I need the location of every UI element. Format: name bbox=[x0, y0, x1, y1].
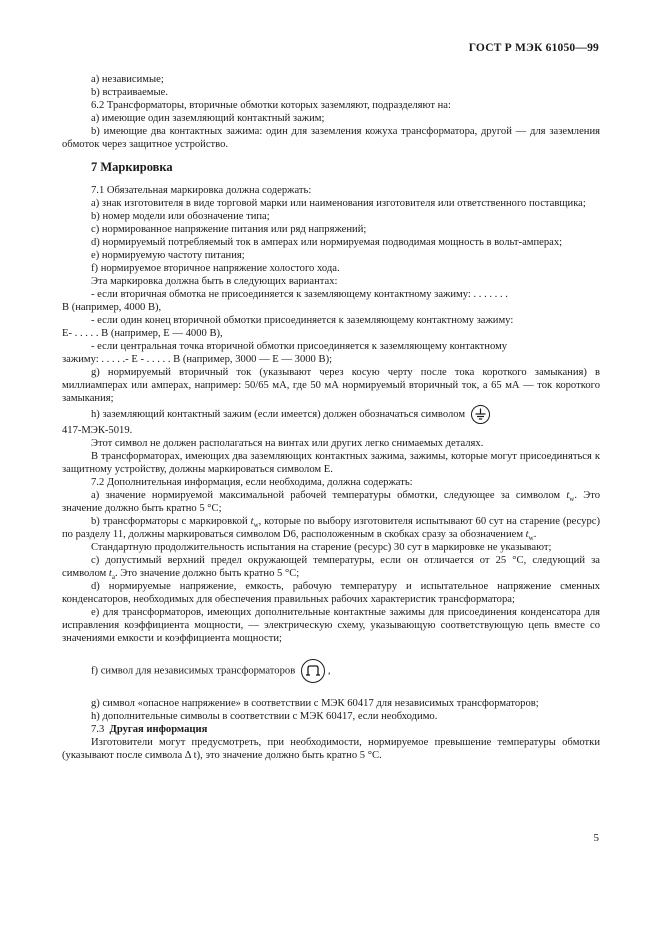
text-run: . Это значение должно быть кратно 5 °С; bbox=[114, 568, 300, 579]
symbol-t: t bbox=[566, 490, 570, 501]
symbol-t: t bbox=[250, 516, 254, 527]
list-item: b) встраиваемые. bbox=[91, 87, 168, 98]
variant-line: - если один конец вторичной обмотки присоединяется к заземляющему контактному зажиму: bbox=[91, 315, 514, 326]
paragraph: Этот символ не должен располагаться на винтах или других легко снимаемых деталях. bbox=[91, 438, 484, 449]
variant-line: - если центральная точка вторичной обмотки присоединяется к заземляющему контактному bbox=[91, 341, 508, 352]
independent-transformer-icon bbox=[301, 659, 325, 683]
paragraph: Изготовители могут предусмотреть, при необходимости, нормируемое превышение температуры обмотки (указывают после символа Δ t), это значение должно быть кратно 5 °С. bbox=[62, 737, 600, 761]
page-header: ГОСТ Р МЭК 61050—99 bbox=[468, 42, 599, 54]
list-item: b) имеющие два контактных зажима: один для заземления кожуха трансформатора, другой — для заземления обмоток через защитное устройство. bbox=[62, 126, 600, 150]
list-item-text: f) символ для независимых трансформаторов bbox=[91, 665, 296, 677]
list-item: g) нормируемый вторичный ток (указывают через косую черту после тока короткого замыкания) в миллиамперах или амперах, например: 50/65 мА, где 50 мА нормируемый вторичный ток, а 65 мА — ток короткого замыкания; bbox=[62, 367, 600, 404]
list-item: c) нормированное напряжение питания или ряд напряжений; bbox=[91, 224, 367, 235]
section-heading-7: 7 Маркировка bbox=[91, 160, 173, 174]
list-item: h) дополнительные символы в соответствии с МЭК 60417, если необходимо. bbox=[91, 711, 438, 722]
clause-number: 7.3 bbox=[91, 724, 105, 735]
list-item: а) имеющие один заземляющий контактный зажим; bbox=[91, 113, 325, 124]
page-number: 5 bbox=[593, 832, 599, 844]
list-item bbox=[62, 489, 600, 515]
clause-title: Другая информация bbox=[109, 724, 208, 735]
list-item: d) нормируемые напряжение, емкость, рабочую температуру и испытательное напряжение сменных конденсаторов, необходимых для обеспечения правильных рабочих характеристик трансформатора; bbox=[62, 581, 600, 605]
protective-earth-icon bbox=[471, 405, 490, 424]
text-run: c) допустимый верхний предел окружающей температуры, если он отличается от 25 °С, следующий за символом bbox=[62, 555, 600, 579]
variant-line: зажиму: . . . . .- Е - . . . . . В (например, 3000 — Е — 3000 В); bbox=[62, 354, 333, 365]
list-item: а) знак изготовителя в виде торговой марки или наименования изготовителя или ответственного поставщика; bbox=[91, 198, 586, 209]
list-item: а) независимые; bbox=[91, 74, 164, 85]
clause-7-1: 7.1 Обязательная маркировка должна содержать: bbox=[91, 185, 312, 196]
text-run: . Это значение должно быть кратно 5 °С; bbox=[62, 490, 601, 514]
list-item: e) нормируемую частоту питания; bbox=[91, 250, 245, 261]
paragraph: В трансформаторах, имеющих два заземляющих контактных зажима, зажимы, которые могут присоединяться к защитному устройству, должны маркироваться символом Е. bbox=[62, 451, 600, 475]
symbol-reference: 417-МЭК-5019. bbox=[62, 425, 133, 436]
list-item bbox=[62, 659, 600, 683]
symbol-subscript: a bbox=[111, 573, 115, 582]
symbol-subscript: w bbox=[528, 534, 534, 543]
text-run: , которые по выбору изготовителя испытывают 60 сут на старение (ресурс) по разделу 11, должны маркироваться символом D6, расположенным в скобках сразу за обозначением bbox=[62, 516, 601, 540]
symbol-subscript: w bbox=[253, 521, 259, 530]
variant-line: Е- . . . . . В (например, Е — 4000 В), bbox=[62, 328, 223, 339]
variant-line: В (например, 4000 В), bbox=[62, 302, 162, 313]
list-item bbox=[62, 515, 600, 541]
symbol-t: t bbox=[108, 568, 112, 579]
spacer bbox=[62, 645, 600, 659]
text-run: b) трансформаторы с маркировкой bbox=[91, 516, 251, 527]
spacer bbox=[62, 683, 600, 697]
list-item bbox=[62, 405, 600, 424]
text-run: а) значение нормируемой максимальной рабочей температуры обмотки, следующее за символом bbox=[91, 490, 567, 501]
variant-line: - если вторичная обмотка не присоединяется к заземляющему контактному зажиму: . . . . . . . bbox=[91, 289, 508, 300]
list-item-text: h) заземляющий контактный зажим (если имеется) должен обозначаться символом bbox=[91, 408, 466, 420]
list-item: e) для трансформаторов, имеющих дополнительные контактные зажимы для присоединения конденсатора для исправления коэффициента мощности, — электрическую схему, указывающую соответствующую цепь вместе со значениями емкости и коэффициента мощности; bbox=[62, 607, 600, 644]
clause-6-2: 6.2 Трансформаторы, вторичные обмотки которых заземляют, подразделяют на: bbox=[91, 100, 451, 111]
text-run: . bbox=[533, 529, 537, 540]
list-item: f) нормируемое вторичное напряжение холостого хода. bbox=[91, 263, 340, 274]
list-item bbox=[62, 554, 600, 580]
list-item: b) номер модели или обозначение типа; bbox=[91, 211, 270, 222]
symbol-subscript: w bbox=[569, 495, 575, 504]
punctuation: , bbox=[327, 665, 331, 677]
clause-7-3 bbox=[62, 723, 600, 736]
list-item: g) символ «опасное напряжение» в соответствии с МЭК 60417 для независимых трансформаторов; bbox=[91, 698, 539, 709]
symbol-t: t bbox=[525, 529, 529, 540]
document-body bbox=[62, 73, 600, 762]
clause-7-2: 7.2 Дополнительная информация, если необходима, должна содержать: bbox=[91, 477, 413, 488]
paragraph: Эта маркировка должна быть в следующих вариантах: bbox=[91, 276, 338, 287]
list-item: d) нормируемый потребляемый ток в амперах или нормируемая подводимая мощность в вольт-амперах; bbox=[91, 237, 563, 248]
paragraph: Стандартную продолжительность испытания на старение (ресурс) 30 сут в маркировке не указывают; bbox=[91, 542, 552, 553]
